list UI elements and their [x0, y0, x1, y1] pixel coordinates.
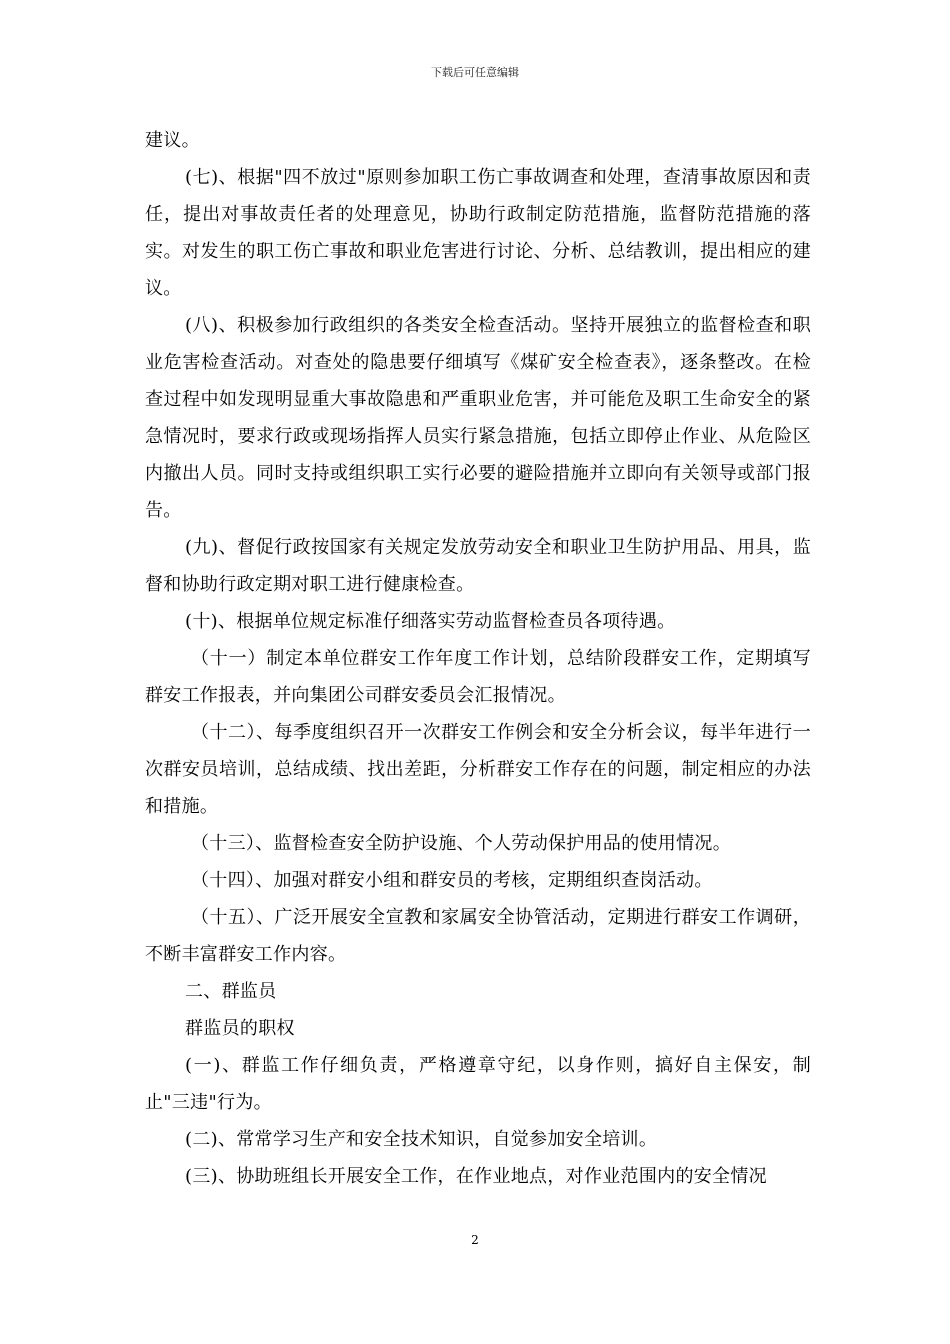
page-number: 2 [471, 1233, 479, 1247]
paragraph-item-14: （十四）、加强对群安小组和群安员的考核，定期组织查岗活动。 [191, 870, 713, 891]
paragraph-item-12: （十二）、每季度组织召开一次群安工作例会和安全分析会议，每半年进行一次群安员培训，总结成绩、找出差距，分析群安工作存在的问题，制定相应的办法和措施。 [145, 722, 811, 817]
paragraph-duty-1: (一)、群监工作仔细负责，严格遵章守纪，以身作则，搞好自主保安，制止"三违"行为。 [145, 1055, 811, 1113]
page-header: 下载后可任意编辑 [431, 66, 519, 79]
paragraph-item-8: (八)、积极参加行政组织的各类安全检查活动。坚持开展独立的监督检查和职业危害检查活动。对查处的隐患要仔细填写《煤矿安全检查表》，逐条整改。在检查过程中如发现明显重大事故隐患和严重职业危害，并可能危及职工生命安全的紧急情况时，要求行政或现场指挥人员实行紧急措施，包括立即停止作业、从危险区内撤出人员。同时支持或组织职工实行必要的避险措施并立即向有关领导或部门报告。 [145, 315, 811, 521]
paragraph-item-11: （十一）制定本单位群安工作年度工作计划，总结阶段群安工作，定期填写群安工作报表，并向集团公司群安委员会汇报情况。 [145, 648, 811, 706]
paragraph-item-13: （十三）、监督检查安全防护设施、个人劳动保护用品的使用情况。 [191, 833, 731, 854]
paragraph-item-9: (九)、督促行政按国家有关规定发放劳动安全和职业卫生防护用品、用具，监督和协助行政定期对职工进行健康检查。 [145, 537, 811, 595]
section-heading-supervisor: 二、群监员 [185, 981, 277, 1002]
subsection-heading-authority: 群监员的职权 [185, 1018, 295, 1039]
document-body [145, 122, 811, 1195]
paragraph-item-10: (十)、根据单位规定标准仔细落实劳动监督检查员各项待遇。 [185, 611, 676, 632]
paragraph-item-7: (七)、根据"四不放过"原则参加职工伤亡事故调查和处理，查清事故原因和责任，提出对事故责任者的处理意见，协助行政制定防范措施，监督防范措施的落实。对发生的职工伤亡事故和职业危害进行讨论、分析、总结教训，提出相应的建议。 [145, 167, 811, 299]
paragraph-continuation: 建议。 [145, 130, 200, 151]
paragraph-item-15: （十五）、广泛开展安全宣教和家属安全协管活动，定期进行群安工作调研，不断丰富群安工作内容。 [145, 907, 811, 965]
paragraph-duty-2: (二)、常常学习生产和安全技术知识，自觉参加安全培训。 [185, 1129, 658, 1150]
paragraph-duty-3: (三)、协助班组长开展安全工作，在作业地点，对作业范围内的安全情况 [185, 1166, 767, 1187]
